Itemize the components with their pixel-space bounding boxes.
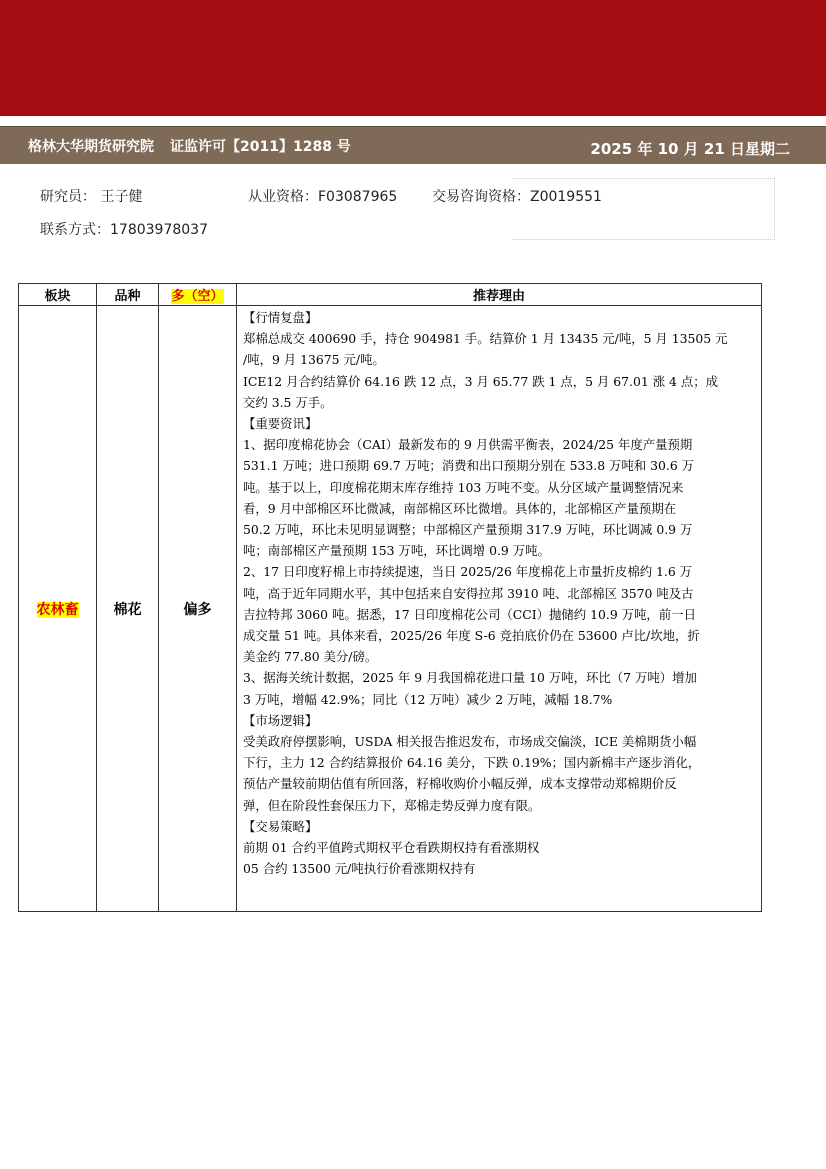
table-row (19, 306, 762, 912)
qualification-number: 从业资格：F03087965 (248, 189, 398, 205)
report-date: 2025 年 10 月 21 日星期二 (590, 140, 790, 158)
reason-section-heading: 【行情复盘】 (243, 310, 318, 325)
sector-label: 农林畜 (36, 601, 79, 618)
header-reason: 推荐理由 (237, 284, 762, 306)
header-direction (159, 284, 237, 306)
reason-cell (237, 306, 762, 912)
consult-qualification-number: 交易咨询资格：Z0019551 (432, 189, 602, 205)
reason-line: 吉拉特邦 3060 吨。据悉，17 日印度棉花公司（CCI）抛储约 10.9 万吨，前一日 (243, 606, 696, 622)
reason-line: 预估产量较前期估值有所回落，籽棉收购价小幅反弹，成本支撑带动郑棉期价反 (243, 776, 677, 792)
reason-line: 看，9 月中部棉区环比微减，南部棉区环比微增。具体的，北部棉区产量预期在 (243, 500, 677, 516)
header-sector: 板块 (19, 284, 97, 306)
reason-line: 前期 01 合约平值跨式期权平仓看跌期权持有看涨期权 (243, 840, 540, 856)
reason-line: 交约 3.5 万手。 (243, 394, 333, 410)
license-number: 证监许可【2011】1288 号 (170, 139, 351, 155)
reason-line: 美金约 77.80 美分/磅。 (243, 649, 378, 665)
reason-line: 吨；南部棉区产量预期 153 万吨，环比调增 0.9 万吨。 (243, 543, 550, 559)
reason-line: 成交量 51 吨。具体来看，2025/26 年度 S-6 竞拍底价仍在 53600 卢比/坎地，折 (243, 628, 700, 644)
header-left (28, 136, 351, 156)
header-direction-label: 多（空） (171, 289, 224, 304)
reason-section-heading: 【重要资讯】 (243, 416, 318, 432)
reason-line: /吨，9 月 13675 元/吨。 (243, 352, 385, 368)
variety-cell: 棉花 (97, 306, 159, 912)
reason-line: 3 万吨，增幅 42.9%；同比（12 万吨）减少 2 万吨，减幅 18.7% (243, 691, 613, 707)
reason-line: 50.2 万吨，环比未见明显调整；中部棉区产量预期 317.9 万吨，环比调减 0.9 万 (243, 522, 693, 538)
reason-line: 下行，主力 12 合约结算报价 64.16 美分，下跌 0.19%；国内新棉丰产逐步消化， (243, 755, 701, 771)
sector-cell (19, 306, 97, 912)
header-bar (0, 126, 826, 164)
reason-line: 弹，但在阶段性套保压力下，郑棉走势反弹力度有限。 (243, 797, 541, 813)
recommendation-table (18, 283, 762, 912)
researcher-name: 研究员： 王子健 (40, 189, 143, 205)
reason-line: 1、据印度棉花协会（CAI）最新发布的 9 月供需平衡表，2024/25 年度产量预期 (243, 437, 693, 453)
dotted-frame (512, 178, 775, 240)
reason-line: 531.1 万吨；进口预期 69.7 万吨；消费和出口预期分别在 533.8 万吨和 30.6 万 (243, 458, 695, 474)
reason-line: 3、据海关统计数据，2025 年 9 月我国棉花进口量 10 万吨，环比（7 万吨）增加 (243, 670, 697, 686)
reason-line: 吨。基于以上，印度棉花期末库存维持 103 万吨不变。从分区域产量调整情况来 (243, 479, 684, 495)
top-brand-band (0, 0, 826, 116)
direction-cell: 偏多 (159, 306, 237, 912)
table-header-row (19, 284, 762, 306)
reason-section-heading: 【市场逻辑】 (243, 712, 318, 728)
header-variety: 品种 (97, 284, 159, 306)
reason-line: 05 合约 13500 元/吨执行价看涨期权持有 (243, 861, 476, 877)
reason-line: 吨，高于近年同期水平，其中包括来自安得拉邦 3910 吨、北部棉区 3570 吨及古 (243, 585, 694, 601)
reason-line: 郑棉总成交 400690 手，持仓 904981 手。结算价 1 月 13435 元/吨，5 月 13505 元 (243, 331, 728, 347)
contact-info: 联系方式：17803978037 (40, 222, 208, 238)
reason-line: 2、17 日印度籽棉上市持续提速，当日 2025/26 年度棉花上市量折皮棉约 1.6 万 (243, 564, 693, 580)
reason-section-heading: 【交易策略】 (243, 818, 318, 834)
reason-line: ICE12 月合约结算价 64.16 跌 12 点，3 月 65.77 跌 1 点，5 月 67.01 涨 4 点；成 (243, 373, 719, 389)
reason-line: 受美政府停摆影响，USDA 相关报告推迟发布，市场成交偏淡，ICE 美棉期货小幅 (243, 734, 697, 750)
org-name: 格林大华期货研究院 (28, 139, 154, 155)
